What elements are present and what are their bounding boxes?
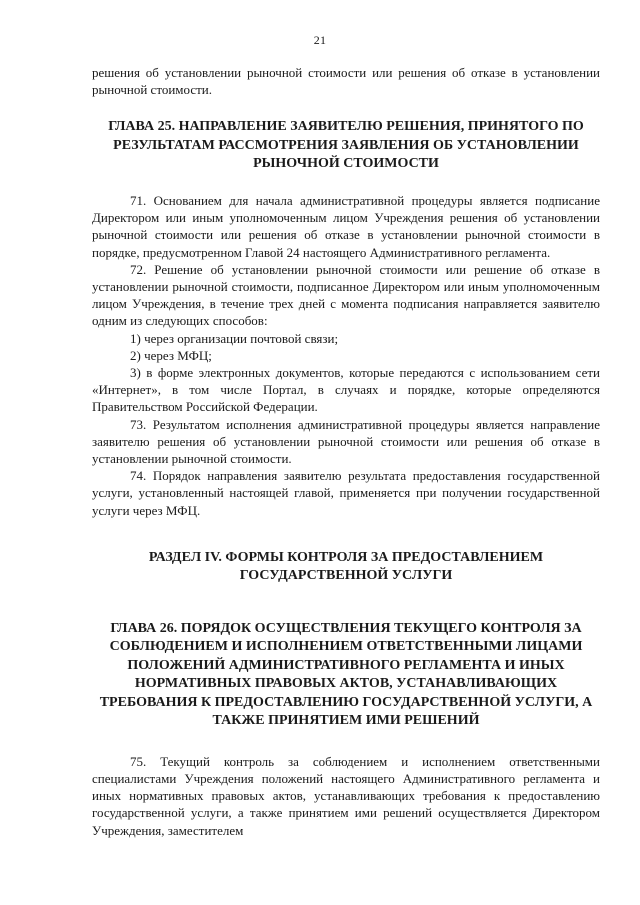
- paragraph-71: 71. Основанием для начала административной процедуры является подписание Директором или иным уполномоченным лицом Учреждения решения об установлении рыночной стоимости или решения об отказе в установлении рыночной стоимости в порядке, предусмотренном Главой 24 настоящего Административного регламента.: [92, 192, 600, 260]
- paragraph-72: 72. Решение об установлении рыночной стоимости или решение об отказе в установлении рыночной стоимости, подписанное Директором или иным уполномоченным лицом Учреждения, в течение трех дней с момента подписания направляется заявителю одним из следующих способов:: [92, 261, 600, 329]
- section-4-heading: РАЗДЕЛ IV. ФОРМЫ КОНТРОЛЯ ЗА ПРЕДОСТАВЛЕНИЕМ ГОСУДАРСТВЕННОЙ УСЛУГИ: [148, 549, 544, 584]
- list-item-mfc: 2) через МФЦ;: [130, 347, 212, 363]
- list-item-postal: 1) через организации почтовой связи;: [130, 330, 339, 346]
- paragraph-74: 74. Порядок направления заявителю результата предоставления государственной услуги, установленный настоящей главой, применяется при получении государственной услуги через МФЦ.: [92, 468, 600, 518]
- paragraph-73: 73. Результатом исполнения административной процедуры является направление заявителю решения об установлении рыночной стоимости или решения об отказе в установлении рыночной стоимости.: [92, 416, 600, 466]
- paragraph-75: 75. Текущий контроль за соблюдением и исполнением ответственными специалистами Учреждения положений настоящего Административного регламента и иных нормативных правовых актов, устанавливающих требования к предоставлению государственной услуги, а также принятием ими решений осуществляется Директором Учреждения, заместителем: [92, 753, 600, 838]
- intro-paragraph: решения об установлении рыночной стоимости или решения об отказе в установлении рыночной стоимости.: [92, 65, 600, 98]
- chapter-25-heading: ГЛАВА 25. НАПРАВЛЕНИЕ ЗАЯВИТЕЛЮ РЕШЕНИЯ, ПРИНЯТОГО ПО РЕЗУЛЬТАТАМ РАССМОТРЕНИЯ ЗАЯВЛЕНИЯ ОБ УСТАНОВЛЕНИИ РЫНОЧНОЙ СТОИМОСТИ: [108, 119, 584, 172]
- page-number: 21: [313, 33, 327, 47]
- page-content: [92, 64, 600, 839]
- chapter-26-heading: ГЛАВА 26. ПОРЯДОК ОСУЩЕСТВЛЕНИЯ ТЕКУЩЕГО КОНТРОЛЯ ЗА СОБЛЮДЕНИЕМ И ИСПОЛНЕНИЕМ ОТВЕТСТВЕННЫМИ ЛИЦАМИ ПОЛОЖЕНИЙ АДМИНИСТРАТИВНОГО РЕГЛАМЕНТА И ИНЫХ НОРМАТИВНЫХ ПРАВОВЫХ АКТОВ, УСТАНАВЛИВАЮЩИХ ТРЕБОВАНИЯ К ПРЕДОСТАВЛЕНИЮ ГОСУДАРСТВЕННОЙ УСЛУГИ, А ТАКЖЕ ПРИНЯТИЕМ ИМИ РЕШЕНИЙ: [99, 620, 593, 729]
- list-item-electronic: 3) в форме электронных документов, которые передаются с использованием сети «Интернет», в том числе Портал, в случаях и порядке, которые определяются Правительством Российской Федерации.: [92, 364, 600, 415]
